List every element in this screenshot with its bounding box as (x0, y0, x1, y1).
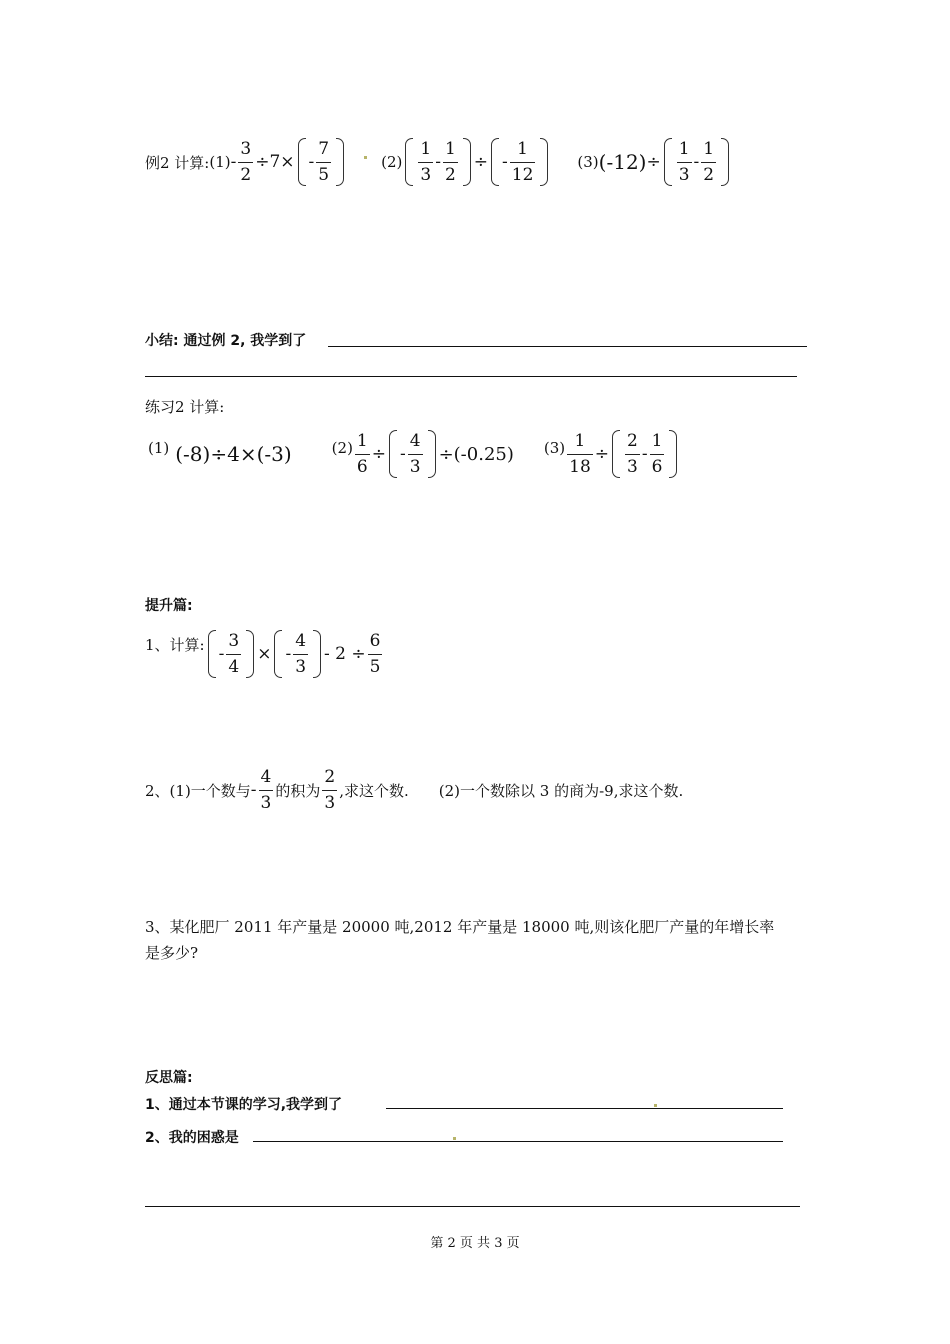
example2-expr3: (-12) ÷ $\frac{1}{3}$ - $\frac{1}{2}$ (599, 138, 732, 186)
practice2-part3-label: (3) (543, 439, 566, 457)
summary-answer-line-2[interactable] (145, 376, 797, 377)
advance-q1-label: 1、计算: (145, 635, 205, 654)
advance-q3-line1: 3、某化肥厂 2011 年产量是 20000 吨,2012 年产量是 18000 吨,则该化肥厂产量的年增长率 (145, 918, 775, 936)
reflection-title: 反思篇: (145, 1070, 193, 1086)
right-paren (336, 138, 344, 186)
advance-q2-part-c: ,求这个数. (339, 781, 409, 800)
example2-expr2: $\frac{1}{3}$ - $\frac{1}{2}$ ÷ - $\frac{1}{12}$ (402, 138, 551, 186)
summary-label: 小结: 通过例 2, 我学到了 (145, 333, 307, 349)
advance-q2-part-d: (2)一个数除以 3 的商为-9,求这个数. (438, 781, 684, 800)
advance-q1 (145, 626, 384, 682)
reflection-item1: 1、通过本节课的学习,我学到了 (145, 1097, 343, 1113)
reflection-item2: 2、我的困惑是 (145, 1130, 239, 1146)
advance-title: 提升篇: (145, 598, 193, 614)
marker-dot (654, 1104, 657, 1107)
marker-dot (364, 156, 367, 159)
example2-row (145, 134, 732, 190)
reflection-item1-answer-line[interactable] (386, 1108, 783, 1109)
advance-q2-frac1: - $\frac{4}{3}$ (250, 766, 272, 813)
reflection-answer-line[interactable] (145, 1206, 800, 1207)
practice2-expr1: (-8)÷4×(-3) (175, 442, 292, 466)
practice2-part2-label: (2) (331, 439, 353, 457)
example2-part3-label: (3) (577, 153, 599, 171)
practice2-row (148, 426, 680, 482)
example2-part2-label: (2) (381, 153, 403, 171)
left-paren (298, 138, 306, 186)
advance-q2-part-a: 2、(1)一个数与 (145, 781, 251, 800)
advance-q1-expr: - $\frac{3}{4}$ × - $\frac{4}{3}$ - 2 ÷ $\frac{6}{5}$ (205, 630, 385, 678)
fraction: $\frac{3}{2}$ (240, 138, 252, 185)
page-footer: 第 2 页 共 3 页 (430, 1236, 520, 1251)
example2-expr1: - $\frac{3}{2}$ ÷ 7 × - $\frac{7}{5}$ (231, 138, 347, 186)
fraction: $\frac{7}{5}$ (318, 138, 330, 185)
summary-answer-line-1[interactable] (328, 346, 807, 347)
marker-dot (453, 1137, 456, 1140)
advance-q2-part-b: 的积为 (275, 781, 321, 800)
advance-q3-line2: 是多少? (145, 944, 199, 962)
advance-q2 (145, 762, 683, 818)
practice2-part1-label: (1) (148, 439, 170, 457)
practice2-expr3: $\frac{1}{18}$ ÷ $\frac{2}{3}$ - $\frac{1}{6}$ (565, 430, 680, 478)
example2-part1-label: (1) (209, 153, 231, 171)
example2-label: 例2 计算: (145, 153, 210, 172)
practice2-label: 练习2 计算: (145, 398, 225, 416)
practice2-expr2: $\frac{1}{6}$ ÷ - $\frac{4}{3}$ ÷(-0.25) (356, 430, 514, 477)
advance-q2-frac2: $\frac{2}{3}$ (324, 766, 336, 813)
reflection-item2-answer-line[interactable] (253, 1141, 783, 1142)
